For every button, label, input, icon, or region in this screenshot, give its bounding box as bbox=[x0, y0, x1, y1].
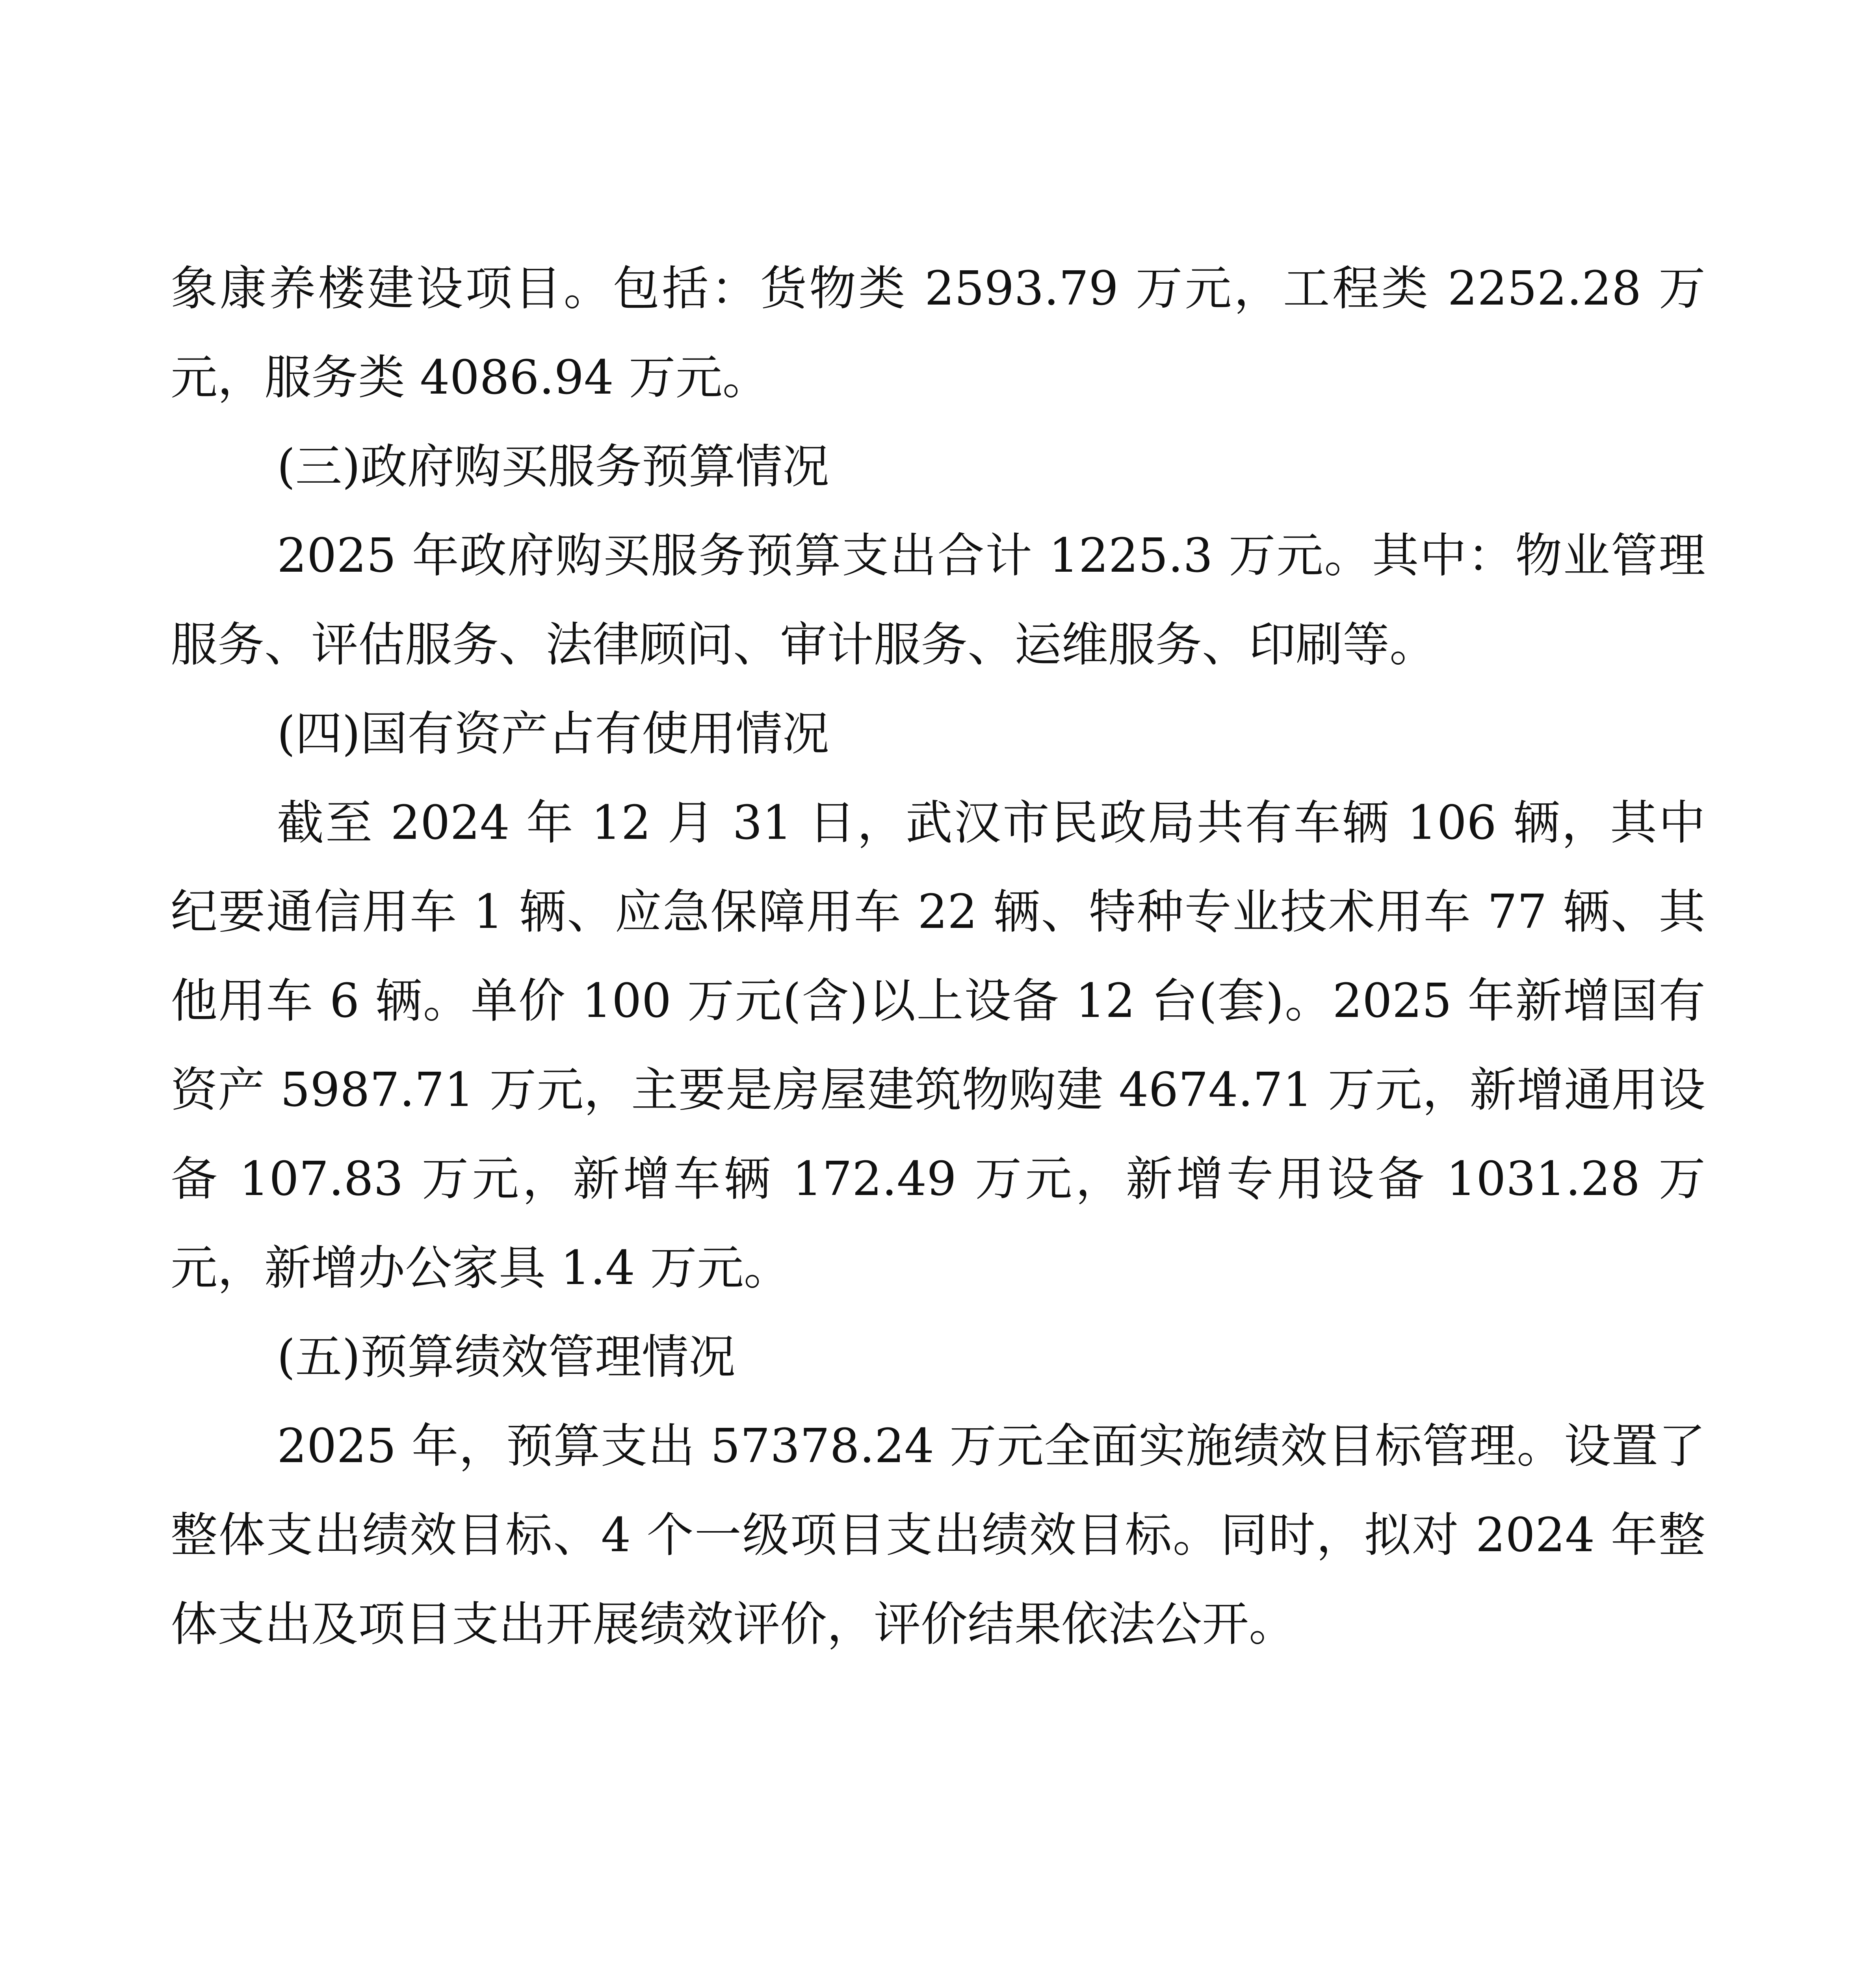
paragraph-purchased-services-budget: 2025 年政府购买服务预算支出合计 1225.3 万元。其中：物业管理服务、评估服务、法律顾问、审计服务、运维服务、印刷等。 bbox=[171, 529, 1705, 672]
heading-state-owned-assets: (四)国有资产占有使用情况 bbox=[277, 707, 829, 761]
paragraph-state-owned-assets: 截至 2024 年 12 月 31 日，武汉市民政局共有车辆 106 辆，其中纪要通信用车 1 辆、应急保障用车 22 辆、特种专业技术用车 77 辆、其他用车 6 辆。单价 100 万元(含)以上设备 12 台(套)。2025 年新增国有资产 5987.71 万元，主要是房屋建筑物购建 4674.71 万元，新增通用设备 107.83 万元，新增车辆 172.49 万元，新增专用设备 1031.28 万元，新增办公家具 1.4 万元。 bbox=[171, 796, 1705, 1295]
document-body bbox=[171, 244, 1705, 1669]
paragraph-goods-works-services: 象康养楼建设项目。包括：货物类 2593.79 万元，工程类 2252.28 万元，服务类 4086.94 万元。 bbox=[171, 262, 1705, 405]
heading-government-purchased-services: (三)政府购买服务预算情况 bbox=[277, 440, 829, 494]
paragraph-performance-management: 2025 年，预算支出 57378.24 万元全面实施绩效目标管理。设置了整体支出绩效目标、4 个一级项目支出绩效目标。同时，拟对 2024 年整体支出及项目支出开展绩效评价，评价结果依法公开。 bbox=[171, 1419, 1705, 1652]
heading-performance-management: (五)预算绩效管理情况 bbox=[277, 1330, 736, 1385]
